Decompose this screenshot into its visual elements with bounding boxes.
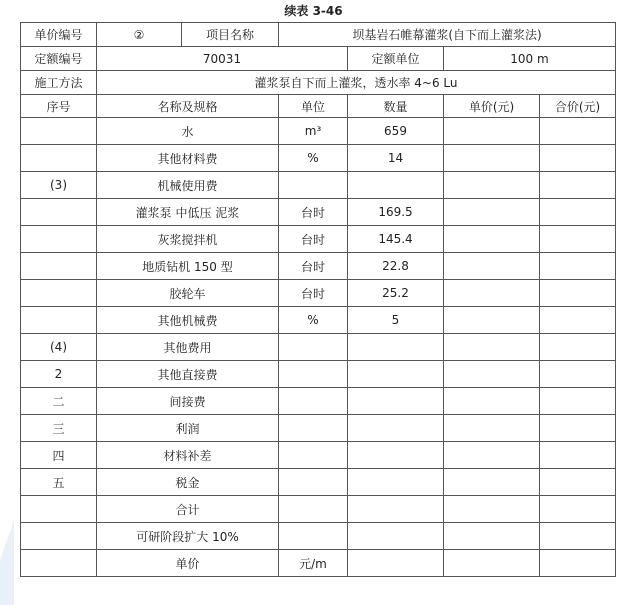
cell-total: [540, 550, 616, 577]
cell-name: 机械使用费: [97, 172, 279, 199]
quota-unit-label: 定额单位: [348, 47, 444, 71]
cell-price: [444, 469, 540, 496]
cell-unit: [279, 334, 348, 361]
cell-name: 胶轮车: [97, 280, 279, 307]
cell-seq: [21, 496, 97, 523]
cell-qty: [348, 361, 444, 388]
cell-total: [540, 469, 616, 496]
cell-name: 其他费用: [97, 334, 279, 361]
cell-seq: (3): [21, 172, 97, 199]
table-row: [21, 388, 616, 415]
cell-total: [540, 199, 616, 226]
table-row: [21, 226, 616, 253]
cell-total: [540, 361, 616, 388]
cell-name: 税金: [97, 469, 279, 496]
cell-total: [540, 280, 616, 307]
quota-table: [20, 22, 616, 577]
column-header-row: [21, 95, 616, 118]
cell-unit: [279, 172, 348, 199]
cell-seq: [21, 280, 97, 307]
cell-total: [540, 145, 616, 172]
cell-seq: [21, 226, 97, 253]
cell-name: 灌浆泵 中低压 泥浆: [97, 199, 279, 226]
cell-unit: 台时: [279, 199, 348, 226]
cell-name: 材料补差: [97, 442, 279, 469]
cell-unit: 台时: [279, 253, 348, 280]
cell-qty: [348, 469, 444, 496]
table-row: [21, 199, 616, 226]
cell-qty: 25.2: [348, 280, 444, 307]
table-row: [21, 361, 616, 388]
cell-unit: [279, 496, 348, 523]
cell-name: 其他机械费: [97, 307, 279, 334]
cell-unit: [279, 469, 348, 496]
cell-price: [444, 388, 540, 415]
table-row: [21, 253, 616, 280]
table-row: [21, 280, 616, 307]
col-name-header: 名称及规格: [97, 95, 279, 118]
cell-qty: 22.8: [348, 253, 444, 280]
cell-total: [540, 442, 616, 469]
cell-name: 水: [97, 118, 279, 145]
cell-unit: m³: [279, 118, 348, 145]
table-row: [21, 172, 616, 199]
cell-seq: [21, 307, 97, 334]
cell-qty: 145.4: [348, 226, 444, 253]
table-row: [21, 523, 616, 550]
cell-price: [444, 280, 540, 307]
col-unit-header: 单位: [279, 95, 348, 118]
cell-price: [444, 118, 540, 145]
cell-price: [444, 442, 540, 469]
cell-total: [540, 523, 616, 550]
cell-seq: [21, 550, 97, 577]
col-total-header: 合价(元): [540, 95, 616, 118]
cell-price: [444, 550, 540, 577]
cell-price: [444, 253, 540, 280]
table-row: [21, 496, 616, 523]
cell-qty: 169.5: [348, 199, 444, 226]
cell-price: [444, 172, 540, 199]
cell-name: 灰浆搅拌机: [97, 226, 279, 253]
table-row: [21, 442, 616, 469]
cell-qty: [348, 334, 444, 361]
col-seq-header: 序号: [21, 95, 97, 118]
cell-qty: [348, 523, 444, 550]
cell-seq: 五: [21, 469, 97, 496]
cell-unit: [279, 523, 348, 550]
cell-total: [540, 307, 616, 334]
cell-total: [540, 226, 616, 253]
cell-qty: 14: [348, 145, 444, 172]
cell-name: 其他直接费: [97, 361, 279, 388]
cell-total: [540, 334, 616, 361]
cell-unit: [279, 388, 348, 415]
cell-seq: [21, 118, 97, 145]
table-row: [21, 118, 616, 145]
cell-seq: (4): [21, 334, 97, 361]
cell-price: [444, 307, 540, 334]
cell-unit: %: [279, 145, 348, 172]
cell-name: 其他材料费: [97, 145, 279, 172]
cell-name: 单价: [97, 550, 279, 577]
cell-price: [444, 334, 540, 361]
cell-unit: 台时: [279, 226, 348, 253]
cell-qty: 659: [348, 118, 444, 145]
cell-total: [540, 118, 616, 145]
cell-seq: 三: [21, 415, 97, 442]
table-row: [21, 415, 616, 442]
price-code-label: 单价编号: [21, 23, 97, 47]
cell-seq: 四: [21, 442, 97, 469]
cell-name: 合计: [97, 496, 279, 523]
cell-total: [540, 496, 616, 523]
cell-unit: %: [279, 307, 348, 334]
cell-qty: [348, 442, 444, 469]
cell-qty: [348, 550, 444, 577]
table-caption: 续表 3-46: [284, 4, 343, 18]
cell-price: [444, 415, 540, 442]
quota-code-value: 70031: [97, 47, 348, 71]
table-row: [21, 307, 616, 334]
col-price-header: 单价(元): [444, 95, 540, 118]
quota-unit-value: 100 m: [444, 47, 616, 71]
price-code-value: ②: [97, 23, 182, 47]
cell-name: 地质钻机 150 型: [97, 253, 279, 280]
cell-total: [540, 388, 616, 415]
cell-name: 利润: [97, 415, 279, 442]
project-name-value: 坝基岩石帷幕灌浆(自下而上灌浆法): [279, 23, 616, 47]
table-row: [21, 550, 616, 577]
cell-price: [444, 199, 540, 226]
cell-price: [444, 145, 540, 172]
cell-unit: [279, 442, 348, 469]
cell-seq: [21, 145, 97, 172]
header-row-method: [21, 71, 616, 95]
col-qty-header: 数量: [348, 95, 444, 118]
cell-seq: [21, 523, 97, 550]
cell-seq: [21, 199, 97, 226]
cell-price: [444, 361, 540, 388]
cell-qty: 5: [348, 307, 444, 334]
table-row: [21, 469, 616, 496]
cell-name: 可研阶段扩大 10%: [97, 523, 279, 550]
cell-seq: [21, 253, 97, 280]
header-row-quota: [21, 47, 616, 71]
table-row: [21, 145, 616, 172]
cell-total: [540, 415, 616, 442]
cell-unit: 台时: [279, 280, 348, 307]
cell-seq: 二: [21, 388, 97, 415]
cell-qty: [348, 172, 444, 199]
cell-total: [540, 172, 616, 199]
cell-qty: [348, 388, 444, 415]
cell-name: 间接费: [97, 388, 279, 415]
method-value: 灌浆泵自下而上灌浆，透水率 4~6 Lu: [97, 71, 616, 95]
cell-unit: [279, 415, 348, 442]
cell-seq: 2: [21, 361, 97, 388]
cell-price: [444, 523, 540, 550]
project-name-label: 项目名称: [182, 23, 279, 47]
cell-price: [444, 496, 540, 523]
table-row: [21, 334, 616, 361]
cell-qty: [348, 415, 444, 442]
method-label: 施工方法: [21, 71, 97, 95]
cell-total: [540, 253, 616, 280]
header-row-price-code: [21, 23, 616, 47]
cell-unit: 元/m: [279, 550, 348, 577]
quota-code-label: 定额编号: [21, 47, 97, 71]
cell-qty: [348, 496, 444, 523]
cell-unit: [279, 361, 348, 388]
cell-price: [444, 226, 540, 253]
